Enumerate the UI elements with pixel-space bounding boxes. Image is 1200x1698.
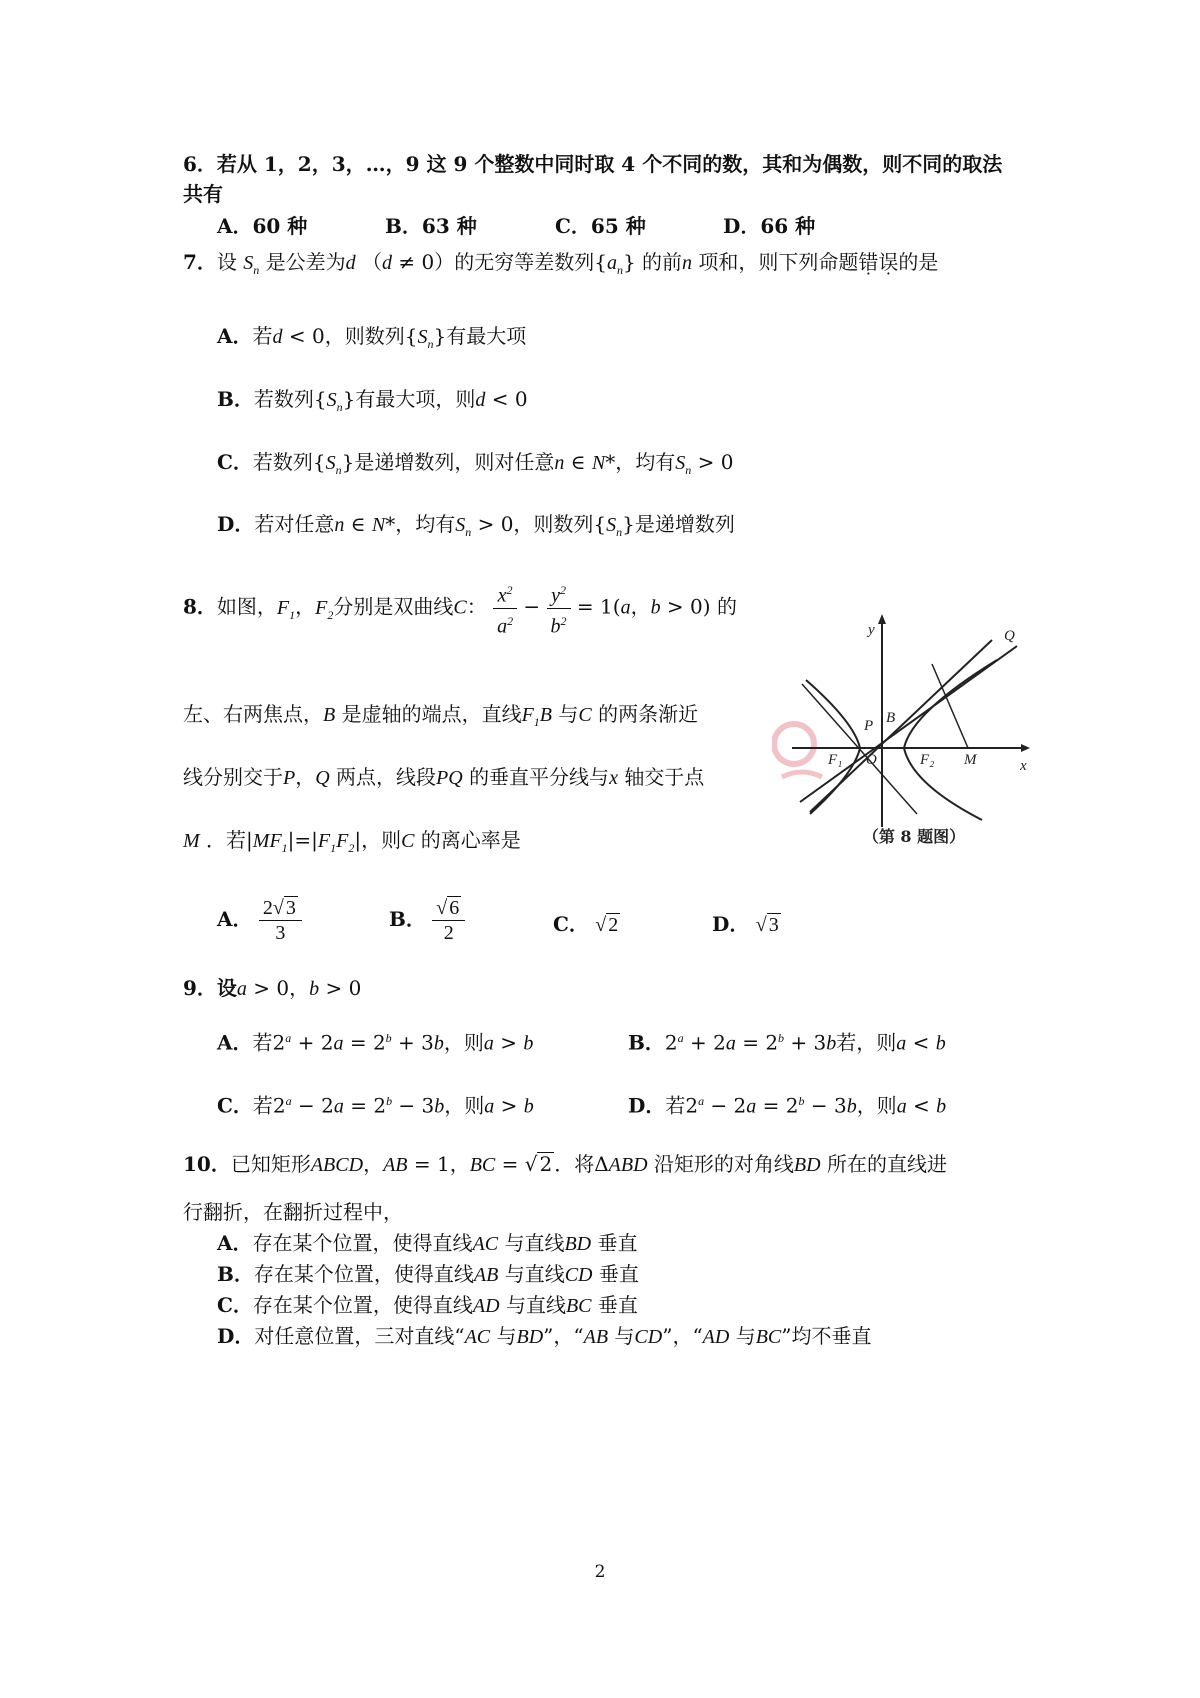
- q9-option-b: B．$2^a + 2a = 2^b + 3b$若，则a < b: [628, 1030, 946, 1055]
- q10-stem-line2: 行翻折，在翻折过程中，: [183, 1200, 403, 1224]
- q10-option-c: C．存在某个位置，使得直线AD 与直线BC 垂直: [217, 1293, 638, 1317]
- q8-option-a: A． $\frac{2√ 3}{3}$: [217, 896, 302, 945]
- page-number: 2: [594, 1562, 606, 1582]
- q6-option-a: A．60 种: [217, 214, 308, 238]
- q7-option-a: A．若d < 0，则数列$\{S_n\}$有最大项: [217, 324, 527, 351]
- hyperbola-right-branch: [904, 660, 997, 820]
- q7-text: 设: [216, 250, 237, 274]
- label-x: x: [1020, 758, 1027, 774]
- line-f1b: [810, 640, 992, 812]
- label-y: y: [868, 622, 875, 638]
- label-f2: F₂: [920, 752, 935, 768]
- asymptote-1: [800, 646, 1017, 802]
- q8-stem-line3: 线分别交于P，Q 两点，线段PQ 的垂直平分线与x 轴交于点: [183, 765, 705, 789]
- q6-line2: 共有: [183, 182, 223, 206]
- q8-stem-line4: M ．若$|MF_1|=|F_1F_2|$，则C 的离心率是: [183, 828, 521, 855]
- figure-caption: （第 8 题图）: [862, 827, 966, 846]
- watermark-logo: [774, 724, 822, 777]
- emphasis-mark: 错: [858, 250, 879, 274]
- q9-option-c: C．若$2^a - 2a = 2^b - 3b$，则a > b: [217, 1093, 534, 1118]
- label-o: O: [866, 752, 877, 768]
- q6-option-b: B．63 种: [385, 214, 477, 238]
- label-p: P: [864, 718, 874, 734]
- hyperbola-figure: [772, 602, 1040, 852]
- q8-stem-line1: 8．如图，$F_1$，$F_2$分别是双曲线C： $\frac{x^2}{a^2}$ − $\frac{y^2}{b^2}$ = 1(a，b > 0) 的: [183, 578, 737, 638]
- label-f1: F₁: [828, 752, 843, 768]
- label-m: M: [964, 752, 977, 768]
- perpendicular-bisector: [932, 664, 968, 748]
- label-b: B: [886, 710, 896, 726]
- q9-stem: 9．设a > 0，b > 0: [183, 976, 362, 1000]
- hyperbola-term-x: $\frac{x^2}{a^2}$: [493, 578, 517, 638]
- q6-line1: 6．若从 1，2，3，…，9 这 9 个整数中同时取 4 个不同的数，其和为偶数，则不同的取法: [183, 152, 1003, 176]
- q9-option-a: A．若$2^a + 2a = 2^b + 3b$，则a > b: [217, 1030, 534, 1055]
- q8-option-d: D． √ 3: [712, 912, 779, 936]
- label-q: Q: [1004, 628, 1015, 644]
- q8-option-b: B． $\frac{√ 6}{2}$: [389, 896, 465, 945]
- q10-option-b: B．存在某个位置，使得直线AB 与直线CD 垂直: [217, 1262, 639, 1286]
- q10-option-d: D．对任意位置，三对直线“AC 与BD”，“AB 与CD”，“AD 与BC”均不垂直: [217, 1324, 872, 1348]
- q6-option-c: C．65 种: [555, 214, 646, 238]
- q8-stem-line2: 左、右两焦点，B 是虚轴的端点，直线$F_1B$ 与C 的两条渐近: [183, 702, 699, 729]
- q9-option-d: D．若$2^a - 2a = 2^b - 3b$，则a < b: [628, 1093, 947, 1118]
- q7-number: 7．: [183, 250, 217, 274]
- q7-option-c: C．若数列$\{S_n\}$是递增数列，则对任意n ∈ N*，均有$S_n > 0$: [217, 450, 734, 477]
- hyperbola-term-y: $\frac{y^2}{b^2}$: [547, 578, 571, 638]
- q7-stem: 7．设 $S_n$ 是公差为d （d ≠ 0）的无穷等差数列$\{a_n\}$ 的前n 项和，则下列命题错误的是: [183, 250, 939, 277]
- q7-option-d: D．若对任意n ∈ N*，均有$S_n > 0$，则数列$\{S_n\}$是递增数列: [217, 512, 735, 539]
- q8-option-c: C． √ 2: [553, 912, 619, 936]
- q6-option-d: D．66 种: [723, 214, 816, 238]
- q10-option-a: A．存在某个位置，使得直线AC 与直线BD 垂直: [217, 1231, 638, 1255]
- q7-option-b: B．若数列$\{S_n\}$有最大项，则d < 0: [217, 387, 528, 414]
- emphasis-mark: 误: [878, 250, 899, 274]
- q10-stem: 10．已知矩形ABCD，AB = 1，BC = √ 2 ．将ΔABD 沿矩形的对角线BD 所在的直线进: [183, 1152, 947, 1176]
